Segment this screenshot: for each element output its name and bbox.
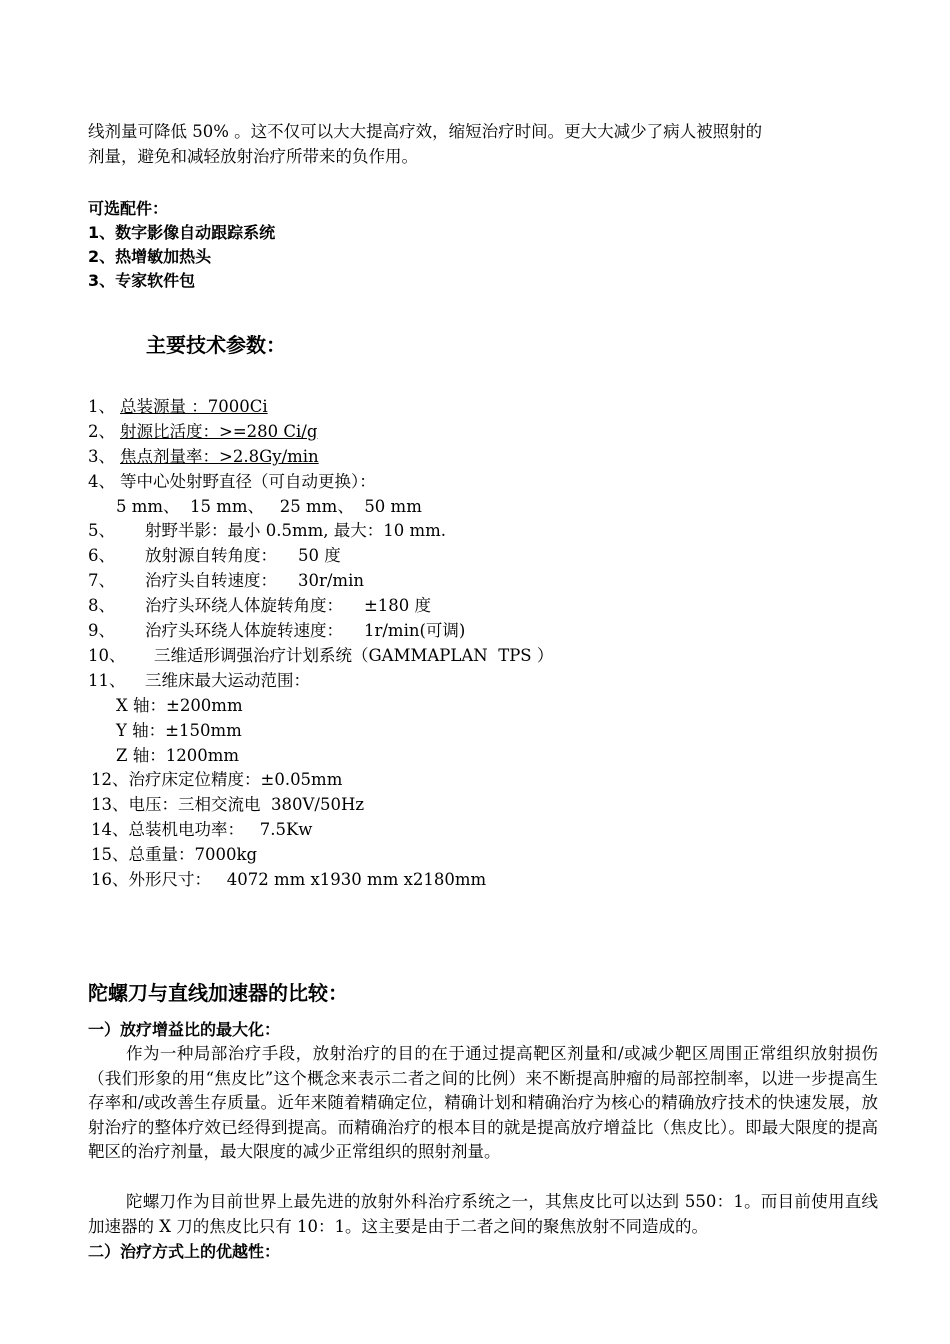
spec-heading: 主要技术参数： xyxy=(146,333,286,357)
spec-text: 治疗头环绕人体旋转速度： 1r/min(可调) xyxy=(145,621,466,640)
spec-text: Z 轴：1200mm xyxy=(116,746,239,765)
spec-text: 治疗头自转速度： 30r/min xyxy=(145,571,364,590)
spec-text: 总装源量 ：7000Ci xyxy=(120,397,268,416)
spec-text: 15、总重量：7000kg xyxy=(91,845,258,864)
spec-text: 14、总装机电功率： 7.5Kw xyxy=(91,820,313,839)
spec-text: 治疗头环绕人体旋转角度： ±180 度 xyxy=(145,596,432,615)
spec-num: 8、 xyxy=(88,596,115,615)
compare-subheading-1: 一）放疗增益比的最大化： xyxy=(88,1020,281,1039)
spec-num: 1、 xyxy=(88,397,115,416)
spec-num: 10、 xyxy=(88,646,126,665)
spec-text: 三维床最大运动范围： xyxy=(145,671,310,690)
accessory-item: 1、数字影像自动跟踪系统 xyxy=(88,223,276,242)
compare-heading: 陀螺刀与直线加速器的比较： xyxy=(88,981,348,1005)
spec-text: 16、外形尺寸： 4072 mm x1930 mm x2180mm xyxy=(91,870,487,889)
intro-line-1: 线剂量可降低 50% 。这不仅可以大大提高疗效，缩短治疗时间。更大大减少了病人被照射的 xyxy=(88,122,763,141)
spec-num: 3、 xyxy=(88,447,115,466)
spec-text: X 轴：±200mm xyxy=(116,696,243,715)
spec-num: 6、 xyxy=(88,546,115,565)
spec-text: 放射源自转角度： 50 度 xyxy=(145,546,341,565)
spec-num: 7、 xyxy=(88,571,115,590)
compare-subheading-2: 二）治疗方式上的优越性： xyxy=(88,1242,281,1261)
spec-text: 焦点剂量率：>2.8Gy/min xyxy=(120,447,319,466)
compare-paragraph-2: 陀螺刀作为目前世界上最先进的放射外科治疗系统之一，其焦皮比可以达到 550：1。而目前使用直线加速器的 X 刀的焦皮比只有 10：1。这主要是由于二者之间的聚焦放射不同造成的。 xyxy=(88,1192,878,1236)
spec-num: 9、 xyxy=(88,621,115,640)
compare-paragraph-1: 作为一种局部治疗手段，放射治疗的目的在于通过提高靶区剂量和/或减少靶区周围正常组织放射损伤（我们形象的用“焦皮比”这个概念来表示二者之间的比例）来不断提高肿瘤的局部控制率，以进一步提高生存率和/或改善生存质量。近年来随着精确定位，精确计划和精确治疗为核心的精确放疗技术的快速发展，放射治疗的整体疗效已经得到提高。而精确治疗的根本目的就是提高放疗增益比（焦皮比）。即最大限度的提高靶区的治疗剂量，最大限度的减少正常组织的照射剂量。 xyxy=(88,1044,878,1162)
spec-text: 射野半影：最小 0.5mm, 最大：10 mm. xyxy=(145,521,447,540)
spec-num: 2、 xyxy=(88,422,115,441)
intro-line-2: 剂量，避免和减轻放射治疗所带来的负作用。 xyxy=(88,147,418,166)
spec-text: 5 mm、 15 mm、 25 mm、 50 mm xyxy=(116,497,422,516)
spec-text: 射源比活度：>=280 Ci/g xyxy=(120,422,318,441)
spec-text: Y 轴：±150mm xyxy=(116,721,242,740)
accessories-heading: 可选配件： xyxy=(88,199,169,218)
spec-text: 等中心处射野直径（可自动更换）： xyxy=(120,472,376,491)
spec-num: 5、 xyxy=(88,521,115,540)
spec-text: 12、治疗床定位精度：±0.05mm xyxy=(91,770,343,789)
spec-text: 13、电压：三相交流电 380V/50Hz xyxy=(91,795,365,814)
spec-text: 三维适形调强治疗计划系统（GAMMAPLAN TPS ） xyxy=(154,646,554,665)
spec-num: 11、 xyxy=(88,671,126,690)
spec-num: 4、 xyxy=(88,472,115,491)
accessory-item: 2、热增敏加热头 xyxy=(88,247,212,266)
accessory-item: 3、专家软件包 xyxy=(88,271,196,290)
